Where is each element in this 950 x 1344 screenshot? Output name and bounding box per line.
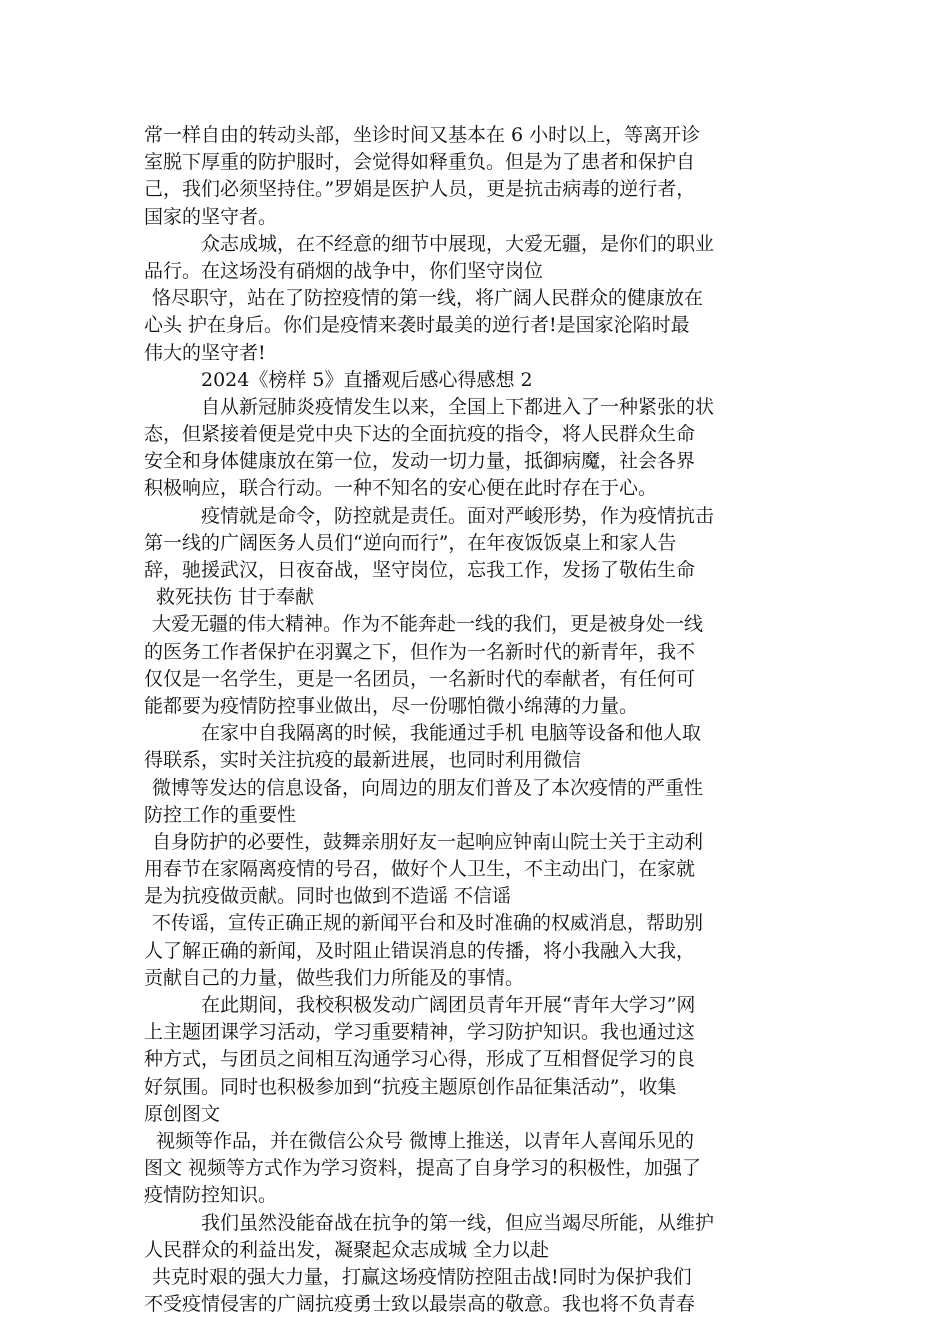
text-line: 图文 视频等方式作为学习资料，提高了自身学习的积极性，加强了 [144,1157,702,1180]
text-line: 在此期间，我校积极发动广阔团员青年开展“青年大学习”网 [201,994,696,1016]
text-line: 品行。在这场没有硝烟的战争中，你们坚守岗位 [144,259,544,282]
text-line: 的医务工作者保护在羽翼之下，但作为一名新时代的新青年，我不 [144,640,696,663]
text-line: 积极响应，联合行动。一种不知名的安心便在此时存在于心。 [144,477,658,500]
text-line: 原创图文 [144,1102,221,1125]
text-line: 我们虽然没能奋战在抗争的第一线，但应当竭尽所能，从维护 [201,1211,715,1234]
text-line: 第一线的广阔医务人员们“逆向而行”，在年夜饭饭桌上和家人告 [144,531,677,554]
text-line: 微博等发达的信息设备，向周边的朋友们普及了本次疫情的严重性 [152,776,704,799]
text-line: 室脱下厚重的防护服时，会觉得如释重负。但是为了患者和保护自 [144,151,696,174]
text-line: 在家中自我隔离的时候，我能通过手机 电脑等设备和他人取 [201,722,702,745]
text-line: 共克时艰的强大力量，打赢这场疫情防控阻击战!同时为保护我们 [152,1265,692,1288]
text-line: 恪尽职守，站在了防控疫情的第一线，将广阔人民群众的健康放在 [152,287,704,310]
text-line: 视频等作品，并在微信公众号 微博上推送，以青年人喜闻乐见的 [156,1129,695,1152]
text-line: 用春节在家隔离疫情的号召，做好个人卫生，不主动出门，在家就 [144,858,696,881]
text-line: 心头 护在身后。你们是疫情来袭时最美的逆行者!是国家沦陷时最 [144,314,690,337]
text-line: 是为抗疫做贡献。同时也做到不造谣 不信谣 [144,885,512,908]
text-line: 贡献自己的力量，做些我们力所能及的事情。 [144,966,525,989]
text-line: 常一样自由的转动头部，坐诊时间又基本在 6 小时以上，等离开诊 [144,124,701,146]
text-line: 伟大的坚守者! [144,341,266,364]
text-line: 种方式，与团员之间相互沟通学习心得，形成了互相督促学习的良 [144,1048,696,1071]
text-line: 安全和身体健康放在第一位，发动一切力量，抵御病魔，社会各界 [144,450,696,473]
text-line: 疫情防控知识。 [144,1184,278,1207]
text-line: 人了解正确的新闻，及时阻止错误消息的传播，将小我融入大我， [144,939,696,962]
text-line: 疫情就是命令，防控就是责任。面对严峻形势，作为疫情抗击 [201,504,715,527]
text-line: 国家的坚守者。 [144,205,278,228]
text-line: 态，但紧接着便是党中央下达的全面抗疫的指令，将人民群众生命 [144,423,696,446]
text-line: 己，我们必须坚持住。”罗娟是医护人员，更是抗击病毒的逆行者， [144,178,696,201]
document-body [144,122,814,1318]
text-line: 防控工作的重要性 [144,803,297,826]
text-line: 自身防护的必要性，鼓舞亲朋好友一起响应钟南山院士关于主动利 [152,830,704,853]
text-line: 好氛围。同时也积极参加到“抗疫主题原创作品征集活动”，收集 [144,1075,677,1098]
text-line: 不传谣，宣传正确正规的新闻平台和及时准确的权威消息，帮助别 [152,912,704,935]
text-line: 众志成城，在不经意的细节中展现，大爱无疆，是你们的职业 [201,232,715,255]
text-line: 救死扶伤 甘于奉献 [156,586,315,609]
text-line: 人民群众的利益出发，凝聚起众志成城 全力以赴 [144,1238,550,1261]
text-line: 不受疫情侵害的广阔抗疫勇士致以最崇高的敬意。我也将不负青春 [144,1293,696,1316]
text-line: 自从新冠肺炎疫情发生以来，全国上下都进入了一种紧张的状 [201,395,715,418]
text-line: 大爱无疆的伟大精神。作为不能奔赴一线的我们，更是被身处一线 [152,613,704,636]
text-line: 得联系，实时关注抗疫的最新进展，也同时利用微信 [144,749,582,772]
text-line: 能都要为疫情防控事业做出，尽一份哪怕微小绵薄的力量。 [144,694,639,717]
text-line: 辞，驰援武汉，日夜奋战，坚守岗位，忘我工作，发扬了敬佑生命 [144,559,696,581]
text-line: 仅仅是一名学生，更是一名团员，一名新时代的奉献者，有任何可 [144,667,696,690]
text-line: 2024《榜样 5》直播观后感心得感想 2 [201,368,533,391]
text-line: 上主题团课学习活动，学习重要精神，学习防护知识。我也通过这 [144,1021,696,1044]
